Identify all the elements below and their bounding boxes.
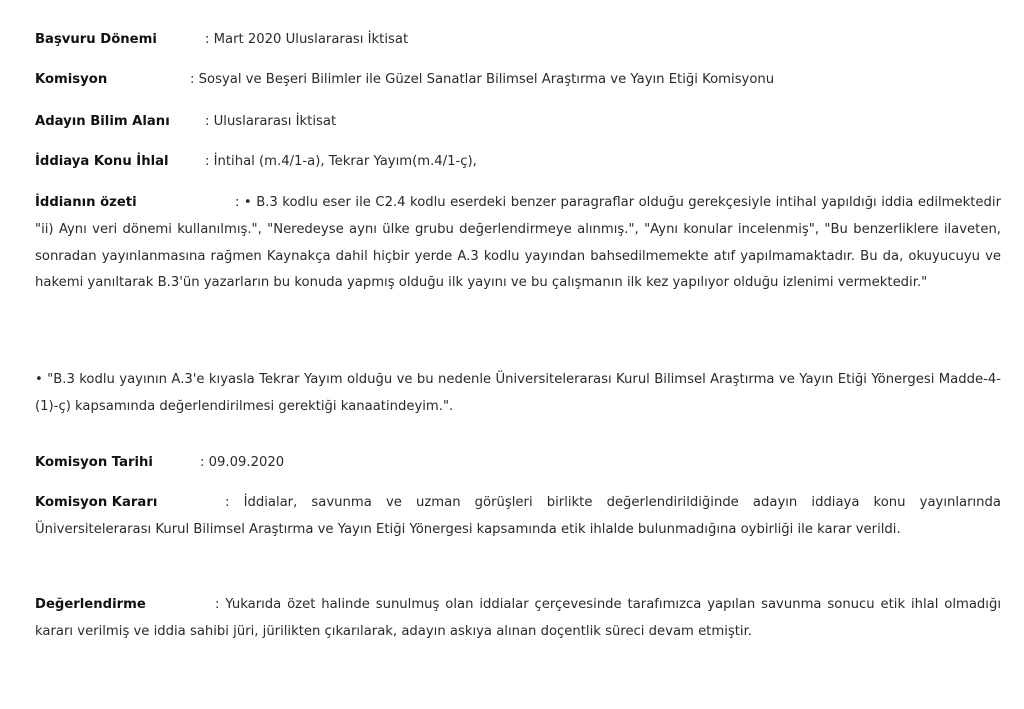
field-konu-ihlal <box>35 154 477 169</box>
field-label: İddiaya Konu İhlal <box>35 154 169 169</box>
field-label: Değerlendirme <box>35 597 146 612</box>
field-value: : Uluslararası İktisat <box>205 114 337 129</box>
field-value: : İddialar, savunma ve uzman görüşleri birlikte değerlendirildiğinde adayın iddiaya konu yayınlarında Üniversitelerarası Kurul Bilimsel Araştırma ve Yayın Etiği Yönergesi kapsamında etik ihlalde bulunmadığına oybirliği ile karar verildi. <box>35 495 1001 537</box>
field-value: : Mart 2020 Uluslararası İktisat <box>205 32 409 47</box>
field-komisyon-tarihi <box>35 455 284 470</box>
field-basvuru-donemi <box>35 32 408 47</box>
field-degerlendirme <box>35 592 1001 646</box>
field-komisyon <box>35 72 774 87</box>
field-label: Adayın Bilim Alanı <box>35 114 170 129</box>
field-label: Komisyon Kararı <box>35 495 158 510</box>
field-value: : • B.3 kodlu eser ile C2.4 kodlu eserdeki benzer paragraflar olduğu gerekçesiyle intihal yapıldığı iddia edilmektedir "ii) Aynı veri dönemi kullanılmış.", "Neredeyse aynı ülke grubu değerlendirmeye alınmış.", "Aynı konular incelenmiş", "Bu benzerliklere ilaveten, sonradan yayınlanmasına rağmen Kaynakça dahil hiçbir yerde A.3 kodlu yayından bahsedilmemekte atıf yapılmamaktadır. Bu da, okuyucuyu ve hakemi yanıltarak B.3'ün yazarların bu konuda yapmış olduğu ilk yayını ve bu çalışmanın ilk kez yapılıyor olduğu izlenimi vermektedir." <box>35 195 1001 291</box>
field-value: : İntihal (m.4/1-a), Tekrar Yayım(m.4/1-ç), <box>205 154 477 169</box>
field-label: Komisyon <box>35 72 108 87</box>
field-value: : Sosyal ve Beşeri Bilimler ile Güzel Sanatlar Bilimsel Araştırma ve Yayın Etiği Komisyonu <box>190 72 775 87</box>
field-label: İddianın özeti <box>35 195 137 210</box>
field-komisyon-karari <box>35 490 1001 544</box>
field-value: : 09.09.2020 <box>200 455 285 470</box>
ozet-bullet-2: • "B.3 kodlu yayının A.3'e kıyasla Tekrar Yayım olduğu ve bu nedenle Üniversitelerarası Kurul Bilimsel Araştırma ve Yayın Etiği Yönergesi Madde-4-(1)-ç) kapsamında değerlendirilmesi gerektiği kanaatindeyim.". <box>35 372 1001 414</box>
field-ozet <box>35 190 1001 297</box>
field-label: Başvuru Dönemi <box>35 32 157 47</box>
field-label: Komisyon Tarihi <box>35 455 153 470</box>
field-bilim-alani <box>35 114 336 129</box>
field-value: : Yukarıda özet halinde sunulmuş olan iddialar çerçevesinde tarafımızca yapılan savunma sonucu etik ihlal olmadığı kararı verilmiş ve iddia sahibi jüri, jürilikten çıkarılarak, adayın askıya alınan doçentlik süreci devam etmiştir. <box>35 597 1001 639</box>
